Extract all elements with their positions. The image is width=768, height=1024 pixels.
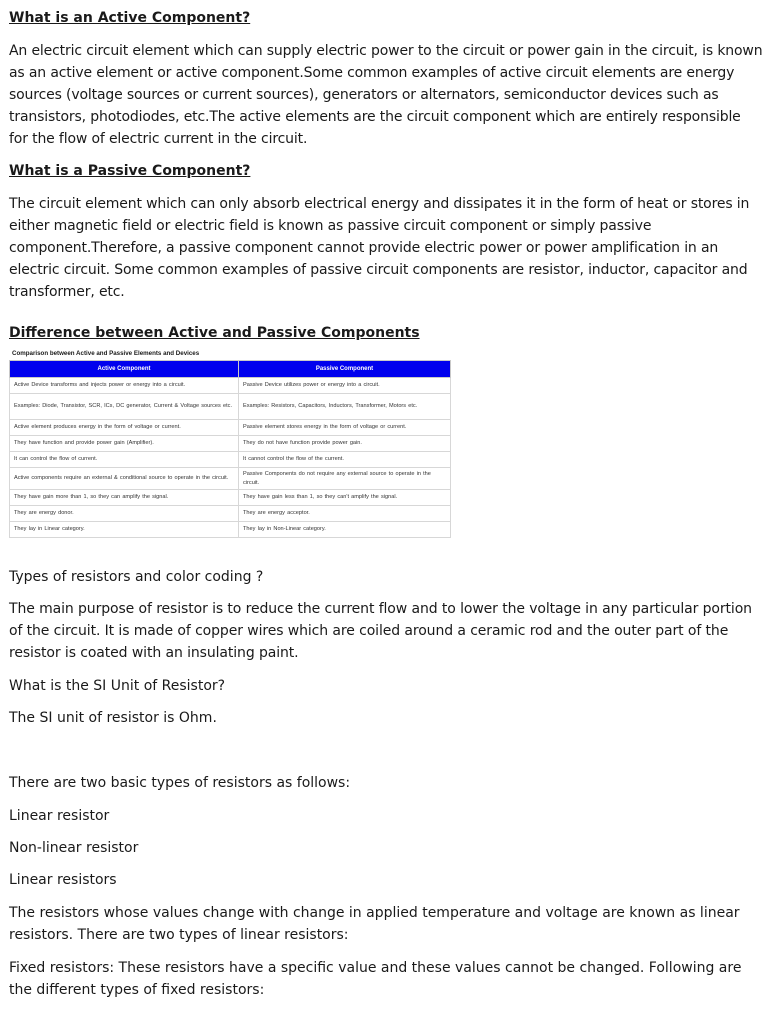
comparison-table-figure — [9, 347, 451, 548]
fixed-resistors-paragraph: Fixed resistors: These resistors have a specific value and these values cannot be changed. Following are the different types of fixed resistors: — [9, 960, 742, 998]
table-row — [10, 420, 451, 436]
table-cell-active: They have gain more than 1, so they can amplify the signal. — [10, 490, 239, 506]
table-row — [10, 394, 451, 420]
table-cell-passive: Examples: Resistors, Capacitors, Inductors, Transformer, Motors etc. — [239, 394, 451, 420]
table-cell-active: Examples: Diode, Transistor, SCR, ICs, DC generator, Current & Voltage sources etc. — [10, 394, 239, 420]
table-cell-passive: They are energy acceptor. — [239, 506, 451, 522]
table-row — [10, 468, 451, 490]
linear-resistor-item: Linear resistor — [9, 808, 110, 824]
table-cell-passive: They lay in Non-Linear category. — [239, 522, 451, 538]
si-unit-answer: The SI unit of resistor is Ohm. — [9, 710, 217, 726]
table-cell-passive: It cannot control the flow of the current. — [239, 452, 451, 468]
passive-component-heading: What is a Passive Component? — [9, 163, 251, 179]
table-cell-active: They have function and provide power gain (Amplifier). — [10, 436, 239, 452]
table-cell-active: It can control the flow of current. — [10, 452, 239, 468]
table-row — [10, 490, 451, 506]
difference-heading: Difference between Active and Passive Components — [9, 325, 420, 341]
table-cell-active: Active components require an external & conditional source to operate in the circuit. — [10, 468, 239, 490]
resistor-types-question: Types of resistors and color coding ? — [9, 569, 264, 585]
table-row — [10, 436, 451, 452]
table-row — [10, 452, 451, 468]
basic-types-intro: There are two basic types of resistors as follows: — [9, 775, 351, 791]
table-row — [10, 522, 451, 538]
table-row — [10, 506, 451, 522]
table-cell-passive: Passive Device utilizes power or energy into a circuit. — [239, 378, 451, 394]
table-cell-passive: Passive element stores energy in the form of voltage or current. — [239, 420, 451, 436]
linear-resistors-description: The resistors whose values change with change in applied temperature and voltage are known as linear resistors. There are two types of linear resistors: — [9, 905, 740, 943]
table-cell-passive: They have gain less than 1, so they can't amplify the signal. — [239, 490, 451, 506]
passive-component-paragraph: The circuit element which can only absorb electrical energy and dissipates it in the form of heat or stores in either magnetic field or electric field is known as passive circuit component or simply passive component.Therefore, a passive component cannot provide electric power or power amplification in an electric circuit. Some common examples of passive circuit components are resistor, inductor, capacitor and transformer, etc. — [9, 196, 750, 300]
table-cell-active: They lay in Linear category. — [10, 522, 239, 538]
si-unit-question: What is the SI Unit of Resistor? — [9, 678, 226, 694]
active-component-paragraph: An electric circuit element which can supply electric power to the circuit or power gain in the circuit, is known as an active element or active component.Some common examples of active circuit elements are energy sources (voltage sources or current sources), generators or alternators, semiconductor devices such as transistors, photodiodes, etc.The active elements are the circuit component which are entirely responsible for the flow of electric current in the circuit. — [9, 43, 763, 147]
column-header-active: Active Component — [10, 361, 239, 378]
column-header-passive: Passive Component — [239, 361, 451, 378]
active-component-heading: What is an Active Component? — [9, 10, 251, 26]
nonlinear-resistor-item: Non-linear resistor — [9, 840, 139, 856]
table-cell-passive: They do not have function provide power gain. — [239, 436, 451, 452]
comparison-table-title: Comparison between Active and Passive Elements and Devices — [12, 350, 200, 357]
comparison-table — [9, 360, 451, 538]
resistor-purpose-paragraph: The main purpose of resistor is to reduce the current flow and to lower the voltage in any particular portion of the circuit. It is made of copper wires which are coiled around a ceramic rod and the outer part of the resistor is coated with an insulating paint. — [9, 601, 752, 661]
table-cell-active: Active element produces energy in the form of voltage or current. — [10, 420, 239, 436]
table-cell-passive: Passive Components do not require any external source to operate in the circuit. — [239, 468, 451, 490]
linear-resistors-subheading: Linear resistors — [9, 872, 117, 888]
table-cell-active: They are energy donor. — [10, 506, 239, 522]
table-row — [10, 378, 451, 394]
table-cell-active: Active Device transforms and injects power or energy into a circuit. — [10, 378, 239, 394]
